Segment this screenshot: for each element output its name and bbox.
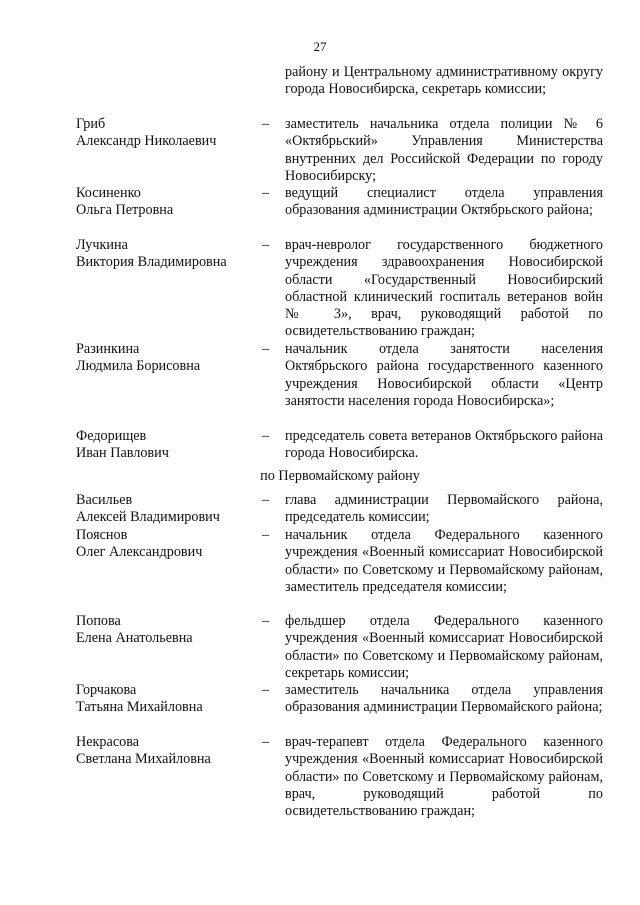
member-position: врач-невролог государственного бюджетного учреждения здравоохранения Новосибирской области «Государственный Новосибирский областной клинический госпиталь ветеранов войн № 3», врач, руководящий работой по освидетельствованию граждан;	[285, 237, 603, 340]
member-surname: Пояснов	[76, 527, 128, 543]
member-name	[76, 341, 256, 376]
member-position: глава администрации Первомайского района, председатель комиссии;	[285, 492, 603, 526]
dash-separator: –	[262, 682, 270, 698]
member-position: фельдшер отдела Федерального казенного учреждения «Военный комиссариат Новосибирской области» по Советскому и Первомайскому районам, секретарь комиссии;	[285, 613, 603, 681]
member-given-names: Алексей Владимирович	[76, 509, 220, 526]
dash-separator: –	[262, 527, 270, 543]
member-name	[76, 613, 256, 648]
dash-separator: –	[262, 613, 270, 629]
dash-separator: –	[262, 492, 270, 508]
member-name	[76, 116, 256, 151]
member-surname: Гриб	[76, 116, 106, 132]
dash-separator: –	[262, 734, 270, 750]
member-surname: Лучкина	[76, 237, 128, 253]
dash-separator: –	[262, 428, 270, 444]
member-name	[76, 682, 256, 717]
member-surname: Разинкина	[76, 341, 140, 357]
member-given-names: Виктория Владимировна	[76, 254, 227, 271]
member-given-names: Елена Анатольевна	[76, 630, 193, 647]
member-position: врач-терапевт отдела Федерального казенного учреждения «Военный комиссариат Новосибирской области» по Советскому и Первомайскому районам, врач, руководящий работой по освидетельствованию граждан;	[285, 734, 603, 820]
dash-separator: –	[262, 341, 270, 357]
member-position: заместитель начальника отдела управления образования администрации Первомайского района;	[285, 682, 603, 716]
member-given-names: Татьяна Михайловна	[76, 699, 203, 716]
member-position: начальник отдела Федерального казенного учреждения «Военный комиссариат Новосибирской области» по Советскому и Первомайскому районам, заместитель председателя комиссии;	[285, 527, 603, 595]
member-position: заместитель начальника отдела полиции № 6 «Октябрьский» Управления Министерства внутренних дел Российской Федерации по городу Новосибирску;	[285, 116, 603, 184]
member-given-names: Людмила Борисовна	[76, 358, 201, 375]
member-position: председатель совета ветеранов Октябрьского района города Новосибирска.	[285, 428, 603, 462]
member-surname: Васильев	[76, 492, 133, 508]
member-position: начальник отдела занятости населения Октябрьского района государственного казенного учреждения Новосибирской области «Центр занятости населения города Новосибирска»;	[285, 341, 603, 409]
dash-separator: –	[262, 116, 270, 132]
continuation-text: району и Центральному административному округу города Новосибирска, секретарь комиссии;	[285, 64, 603, 98]
member-surname: Косиненко	[76, 185, 141, 201]
member-name	[76, 734, 256, 769]
member-surname: Федорищев	[76, 428, 147, 444]
member-given-names: Александр Николаевич	[76, 133, 217, 150]
member-given-names: Иван Павлович	[76, 445, 169, 462]
member-surname: Некрасова	[76, 734, 140, 750]
member-given-names: Ольга Петровна	[76, 202, 174, 219]
member-surname: Попова	[76, 613, 121, 629]
member-given-names: Светлана Михайловна	[76, 751, 211, 768]
member-name	[76, 237, 256, 272]
dash-separator: –	[262, 237, 270, 253]
member-name	[76, 527, 256, 562]
member-given-names: Олег Александрович	[76, 544, 203, 561]
page-number: 27	[313, 39, 327, 54]
member-position: ведущий специалист отдела управления образования администрации Октябрьского района;	[285, 185, 603, 219]
member-name	[76, 428, 256, 463]
section-heading: по Первомайскому району	[260, 468, 420, 484]
member-surname: Горчакова	[76, 682, 137, 698]
member-name	[76, 492, 256, 527]
member-name	[76, 185, 256, 220]
dash-separator: –	[262, 185, 270, 201]
